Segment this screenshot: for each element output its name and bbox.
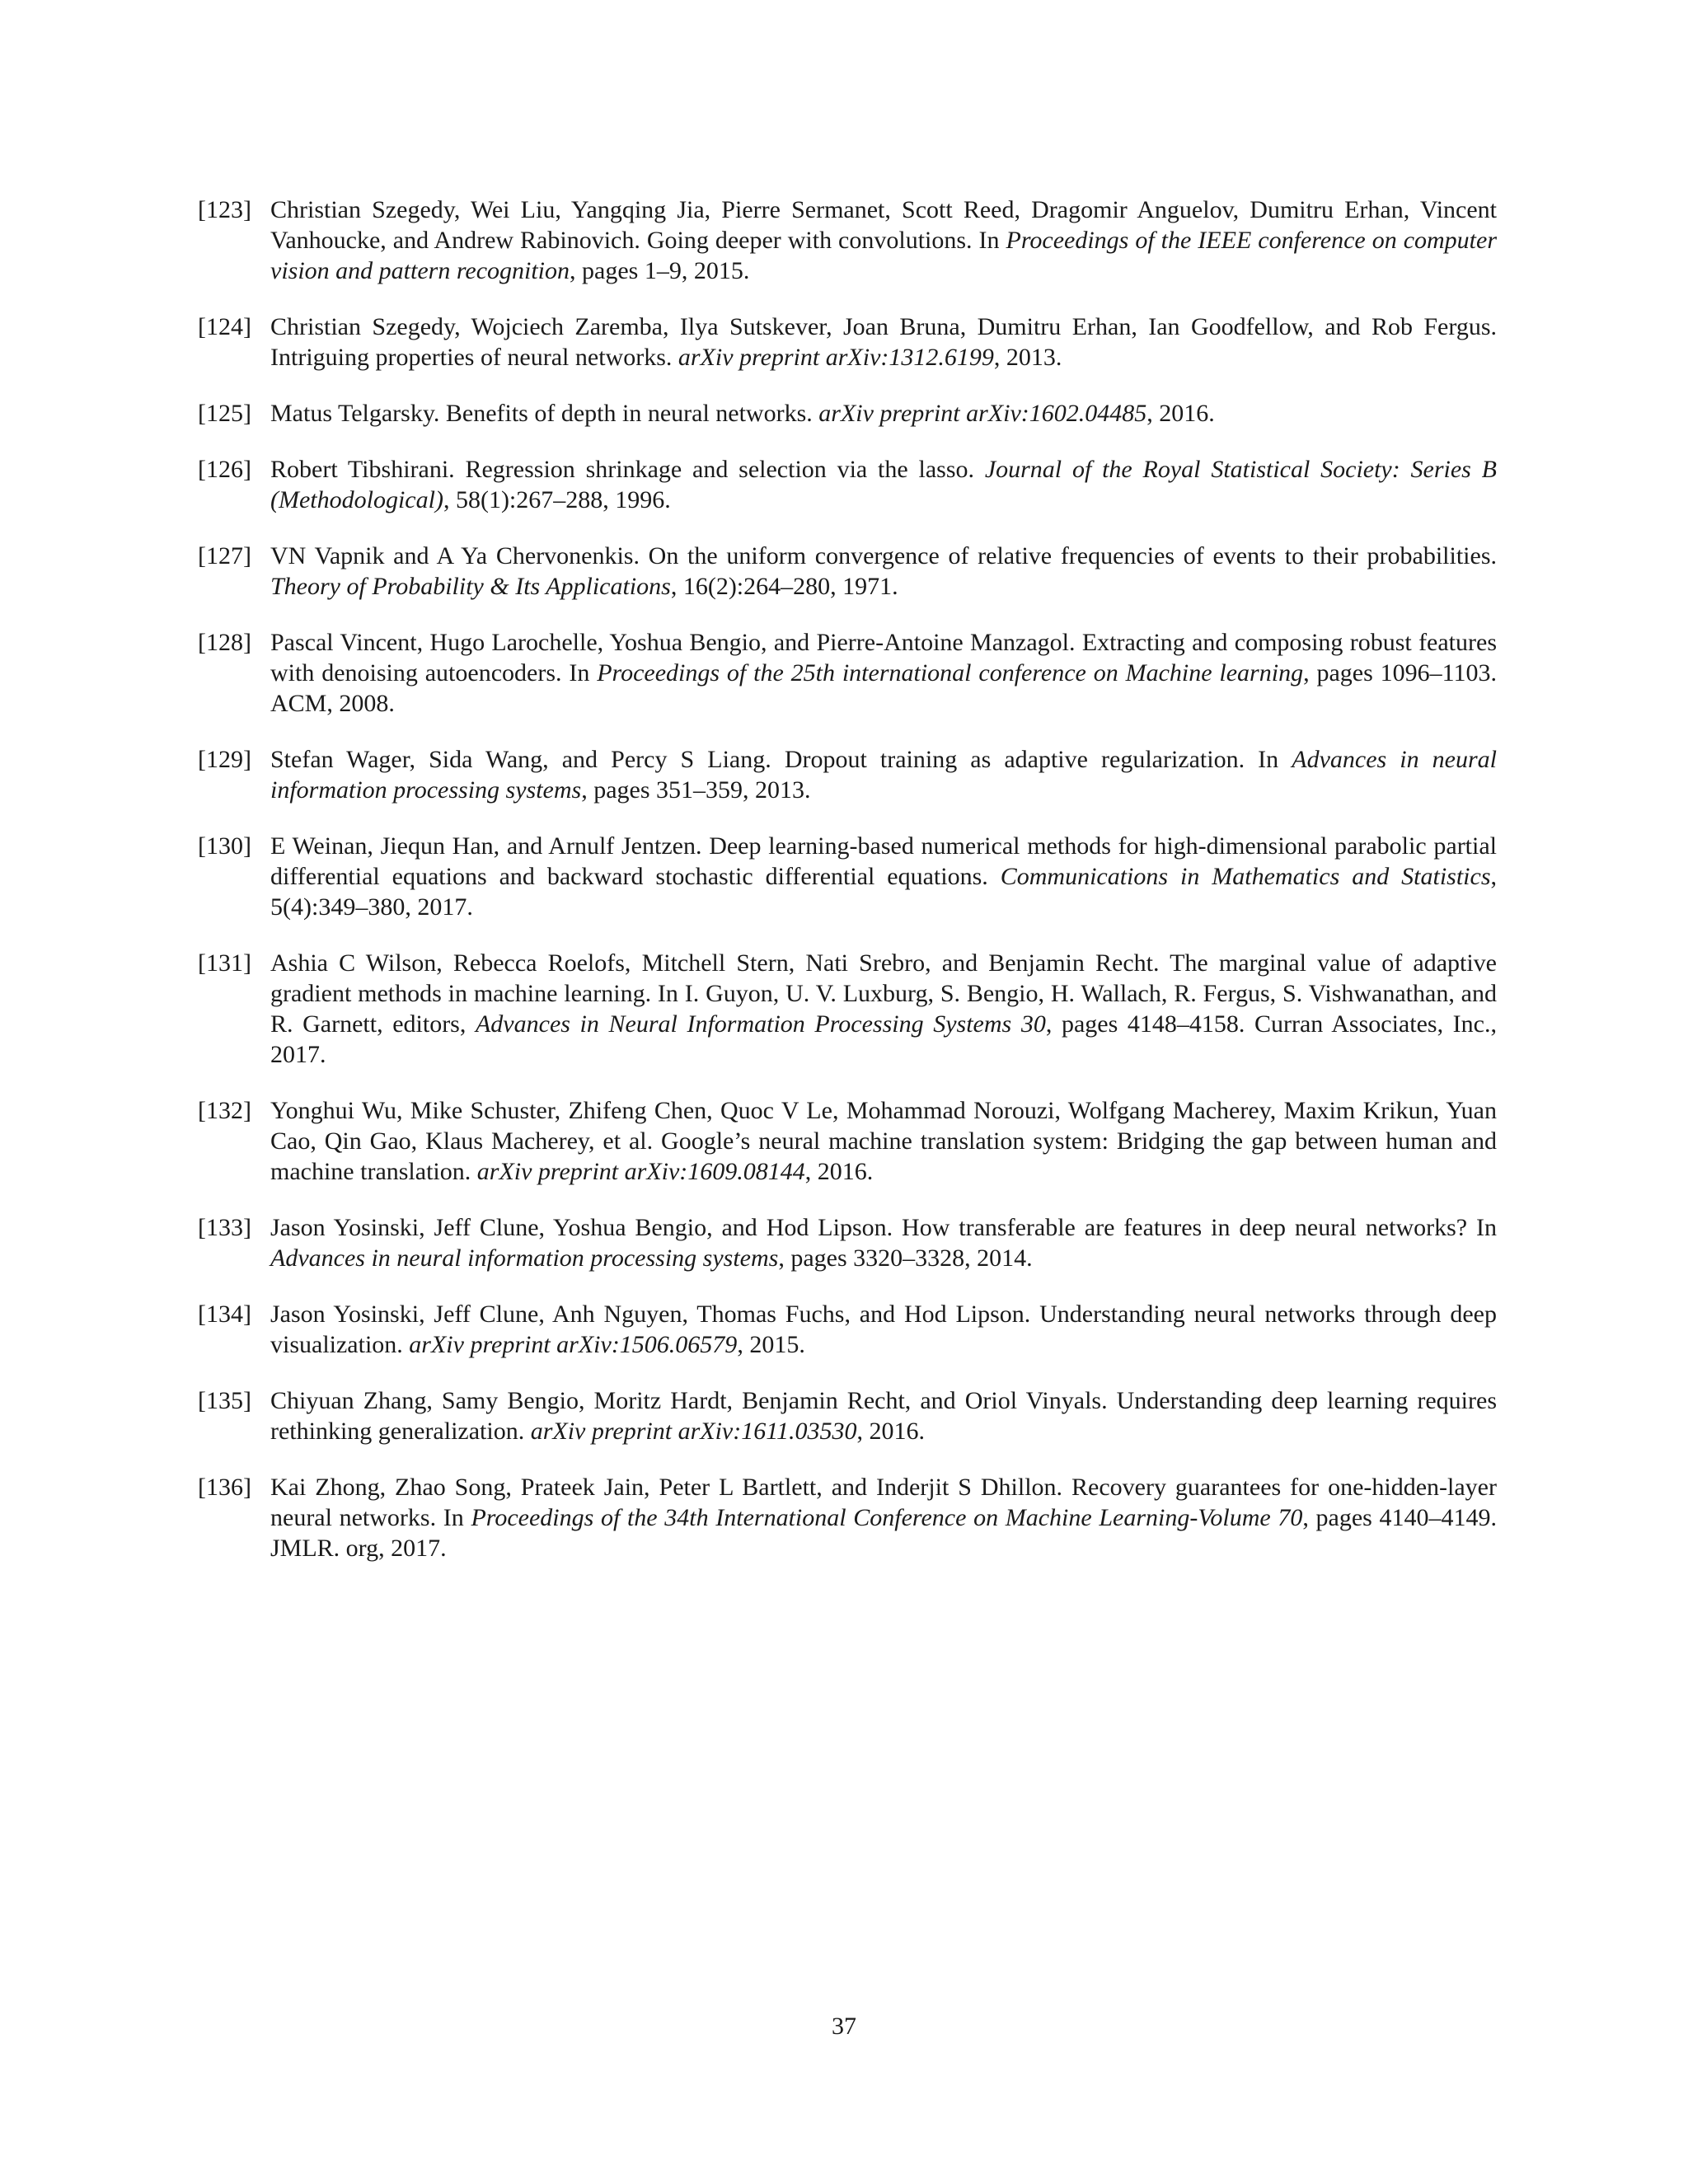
reference-authors-title: Yonghui Wu, Mike Schuster, Zhifeng Chen, Quoc V Le, Mohammad Norouzi, Wolfgang Macherey, Maxim Krikun, Yuan Cao, Qin Gao, Klaus Macherey, et al. Google’s neural machine translation system: Bridging the gap between human and machine translation. <box>270 1097 1497 1185</box>
reference-authors-title: Chiyuan Zhang, Samy Bengio, Moritz Hardt, Benjamin Recht, and Oriol Vinyals. Understanding deep learning requires rethinking generalization. <box>270 1387 1497 1445</box>
reference-list <box>198 194 1497 1589</box>
reference-text <box>270 398 1497 429</box>
reference-venue: Advances in neural information processing systems <box>270 1244 779 1272</box>
reference-details: , 2016. <box>1146 400 1215 427</box>
reference-item <box>198 194 1497 286</box>
reference-text <box>270 454 1497 515</box>
reference-venue: arXiv preprint arXiv:1312.6199 <box>678 344 994 371</box>
reference-venue: arXiv preprint arXiv:1611.03530 <box>530 1418 857 1445</box>
reference-text <box>270 948 1497 1070</box>
reference-venue: Advances in Neural Information Processing Systems 30 <box>475 1010 1046 1038</box>
reference-authors-title: Jason Yosinski, Jeff Clune, Anh Nguyen, Thomas Fuchs, and Hod Lipson. Understanding neural networks through deep visualization. <box>270 1301 1497 1358</box>
reference-details: , 58(1):267–288, 1996. <box>443 486 671 513</box>
reference-authors-title: Kai Zhong, Zhao Song, Prateek Jain, Peter L Bartlett, and Inderjit S Dhillon. Recovery guarantees for one-hidden-layer neural networks. In <box>270 1474 1497 1531</box>
reference-item <box>198 1385 1497 1446</box>
reference-text <box>270 1299 1497 1360</box>
reference-text <box>270 744 1497 805</box>
reference-details: , 2015. <box>737 1331 805 1358</box>
reference-number: [129] <box>198 746 251 773</box>
reference-item <box>198 831 1497 922</box>
reference-item <box>198 454 1497 515</box>
reference-number: [124] <box>198 313 251 340</box>
reference-text <box>270 1212 1497 1273</box>
reference-item <box>198 1095 1497 1187</box>
reference-text <box>270 541 1497 602</box>
reference-number: [126] <box>198 456 251 483</box>
reference-item <box>198 1212 1497 1273</box>
reference-authors-title: E Weinan, Jiequn Han, and Arnulf Jentzen. Deep learning-based numerical methods for high-dimensional parabolic partial differential equations and backward stochastic differential equations. <box>270 832 1497 890</box>
reference-item <box>198 1299 1497 1360</box>
reference-number: [135] <box>198 1387 251 1414</box>
reference-authors-title: Ashia C Wilson, Rebecca Roelofs, Mitchell Stern, Nati Srebro, and Benjamin Recht. The marginal value of adaptive gradient methods in machine learning. In I. Guyon, U. V. Luxburg, S. Bengio, H. Wallach, R. Fergus, S. Vishwanathan, and R. Garnett, editors, <box>270 949 1497 1038</box>
reference-number: [128] <box>198 629 251 656</box>
reference-venue: Advances in neural information processing systems <box>270 746 1498 804</box>
reference-authors-title: Matus Telgarsky. Benefits of depth in neural networks. <box>270 400 819 427</box>
reference-item <box>198 744 1497 805</box>
reference-authors-title: Robert Tibshirani. Regression shrinkage and selection via the lasso. <box>270 456 985 483</box>
reference-number: [130] <box>198 832 251 860</box>
reference-number: [136] <box>198 1474 251 1501</box>
reference-authors-title: Christian Szegedy, Wei Liu, Yangqing Jia, Pierre Sermanet, Scott Reed, Dragomir Anguelov, Dumitru Erhan, Vincent Vanhoucke, and Andrew Rabinovich. Going deeper with convolutions. In <box>270 196 1497 254</box>
reference-venue: Proceedings of the 34th International Conference on Machine Learning-Volume 70 <box>471 1504 1303 1531</box>
reference-venue: Journal of the Royal Statistical Society: Series B (Methodological) <box>270 456 1497 513</box>
reference-text <box>270 831 1497 922</box>
page-number: 37 <box>832 2013 856 2040</box>
reference-number: [133] <box>198 1214 251 1241</box>
reference-item <box>198 1472 1497 1563</box>
reference-details: , 2016. <box>804 1158 874 1185</box>
reference-number: [131] <box>198 949 251 977</box>
reference-details: , pages 1096–1103. ACM, 2008. <box>270 659 1498 717</box>
reference-item <box>198 398 1497 429</box>
reference-details: , 5(4):349–380, 2017. <box>270 863 1497 921</box>
reference-details: , 2013. <box>993 344 1062 371</box>
reference-venue: Communications in Mathematics and Statistics <box>1000 863 1491 890</box>
reference-text <box>270 1095 1497 1187</box>
reference-details: , pages 351–359, 2013. <box>581 776 811 804</box>
reference-authors-title: Jason Yosinski, Jeff Clune, Yoshua Bengio, and Hod Lipson. How transferable are features in deep neural networks? In <box>270 1214 1497 1241</box>
reference-number: [132] <box>198 1097 251 1124</box>
reference-item <box>198 948 1497 1070</box>
reference-text <box>270 1385 1497 1446</box>
reference-item <box>198 627 1497 719</box>
reference-item <box>198 541 1497 602</box>
reference-number: [134] <box>198 1301 251 1328</box>
reference-number: [125] <box>198 400 251 427</box>
reference-venue: Proceedings of the IEEE conference on computer vision and pattern recognition <box>270 227 1497 284</box>
reference-details: , pages 4148–4158. Curran Associates, Inc., 2017. <box>270 1010 1497 1068</box>
reference-number: [127] <box>198 542 251 569</box>
reference-text <box>270 627 1497 719</box>
reference-details: , 16(2):264–280, 1971. <box>670 573 898 600</box>
reference-number: [123] <box>198 196 251 223</box>
reference-venue: arXiv preprint arXiv:1506.06579 <box>409 1331 738 1358</box>
reference-details: , pages 3320–3328, 2014. <box>778 1244 1033 1272</box>
reference-text <box>270 1472 1497 1563</box>
reference-details: , pages 4140–4149. JMLR. org, 2017. <box>270 1504 1497 1562</box>
reference-details: , 2016. <box>856 1418 926 1445</box>
reference-authors-title: Christian Szegedy, Wojciech Zaremba, Ilya Sutskever, Joan Bruna, Dumitru Erhan, Ian Goodfellow, and Rob Fergus. Intriguing properties of neural networks. <box>270 313 1497 371</box>
reference-authors-title: Pascal Vincent, Hugo Larochelle, Yoshua Bengio, and Pierre-Antoine Manzagol. Extracting and composing robust features with denoising autoencoders. In <box>270 629 1497 687</box>
reference-authors-title: VN Vapnik and A Ya Chervonenkis. On the uniform convergence of relative frequencies of events to their probabilities. <box>270 542 1497 569</box>
reference-venue: arXiv preprint arXiv:1609.08144 <box>476 1158 805 1185</box>
reference-venue: Theory of Probability & Its Applications <box>270 573 671 600</box>
reference-item <box>198 312 1497 373</box>
reference-details: , pages 1–9, 2015. <box>570 257 750 284</box>
reference-text <box>270 312 1497 373</box>
reference-venue: arXiv preprint arXiv:1602.04485 <box>818 400 1147 427</box>
reference-venue: Proceedings of the 25th international conference on Machine learning <box>597 659 1304 687</box>
reference-text <box>270 194 1497 286</box>
reference-authors-title: Stefan Wager, Sida Wang, and Percy S Liang. Dropout training as adaptive regularization. In <box>270 746 1292 773</box>
